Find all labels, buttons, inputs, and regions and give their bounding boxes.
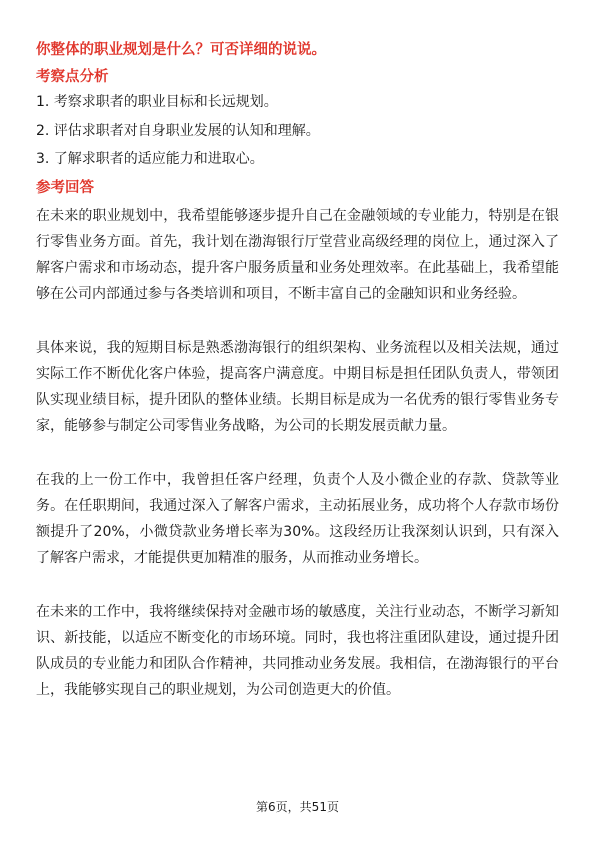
paragraph-spacer (36, 571, 559, 599)
analysis-item: 3. 了解求职者的适应能力和进取心。 (36, 151, 264, 167)
analysis-list (36, 92, 559, 169)
answer-paragraph: 具体来说，我的短期目标是熟悉渤海银行的组织架构、业务流程以及相关法规，通过实际工作不断优化客户体验，提高客户满意度。中期目标是担任团队负责人，带领团队实现业绩目标，提升团队的整体业绩。长期目标是成为一名优秀的银行零售业务专家，能够参与制定公司零售业务战略，为公司的长期发展贡献力量。 (36, 339, 559, 434)
page-number: 第6页，共51页 (256, 800, 339, 814)
analysis-item: 1. 考察求职者的职业目标和长远规划。 (36, 94, 278, 110)
answer-paragraph: 在未来的工作中，我将继续保持对金融市场的敏感度，关注行业动态，不断学习新知识、新技能，以适应不断变化的市场环境。同时，我也将注重团队建设，通过提升团队成员的专业能力和团队合作精神，共同推动业务发展。我相信，在渤海银行的平台上，我能够实现自己的职业规划，为公司创造更大的价值。 (36, 603, 559, 698)
answer-paragraph: 在我的上一份工作中，我曾担任客户经理，负责个人及小微企业的存款、贷款等业务。在任职期间，我通过深入了解客户需求，主动拓展业务，成功将个人存款市场份额提升了20%，小微贷款业务增长率为30%。这段经历让我深刻认识到，只有深入了解客户需求，才能提供更加精准的服务，从而推动业务增长。 (36, 471, 559, 566)
document-page (36, 40, 559, 703)
analysis-heading: 考察点分析 (36, 69, 109, 85)
paragraph-spacer (36, 307, 559, 335)
paragraph-spacer (36, 439, 559, 467)
analysis-item: 2. 评估求职者对自身职业发展的认知和理解。 (36, 122, 320, 139)
question-title: 你整体的职业规划是什么？可否详细的说说。 (36, 42, 326, 58)
answer-paragraph: 在未来的职业规划中，我希望能够逐步提升自己在金融领域的专业能力，特别是在银行零售业务方面。首先，我计划在渤海银行厅堂营业高级经理的岗位上，通过深入了解客户需求和市场动态，提升客户服务质量和业务处理效率。在此基础上，我希望能够在公司内部通过参与各类培训和项目，不断丰富自己的金融知识和业务经验。 (36, 207, 559, 302)
answer-heading: 参考回答 (36, 179, 94, 196)
